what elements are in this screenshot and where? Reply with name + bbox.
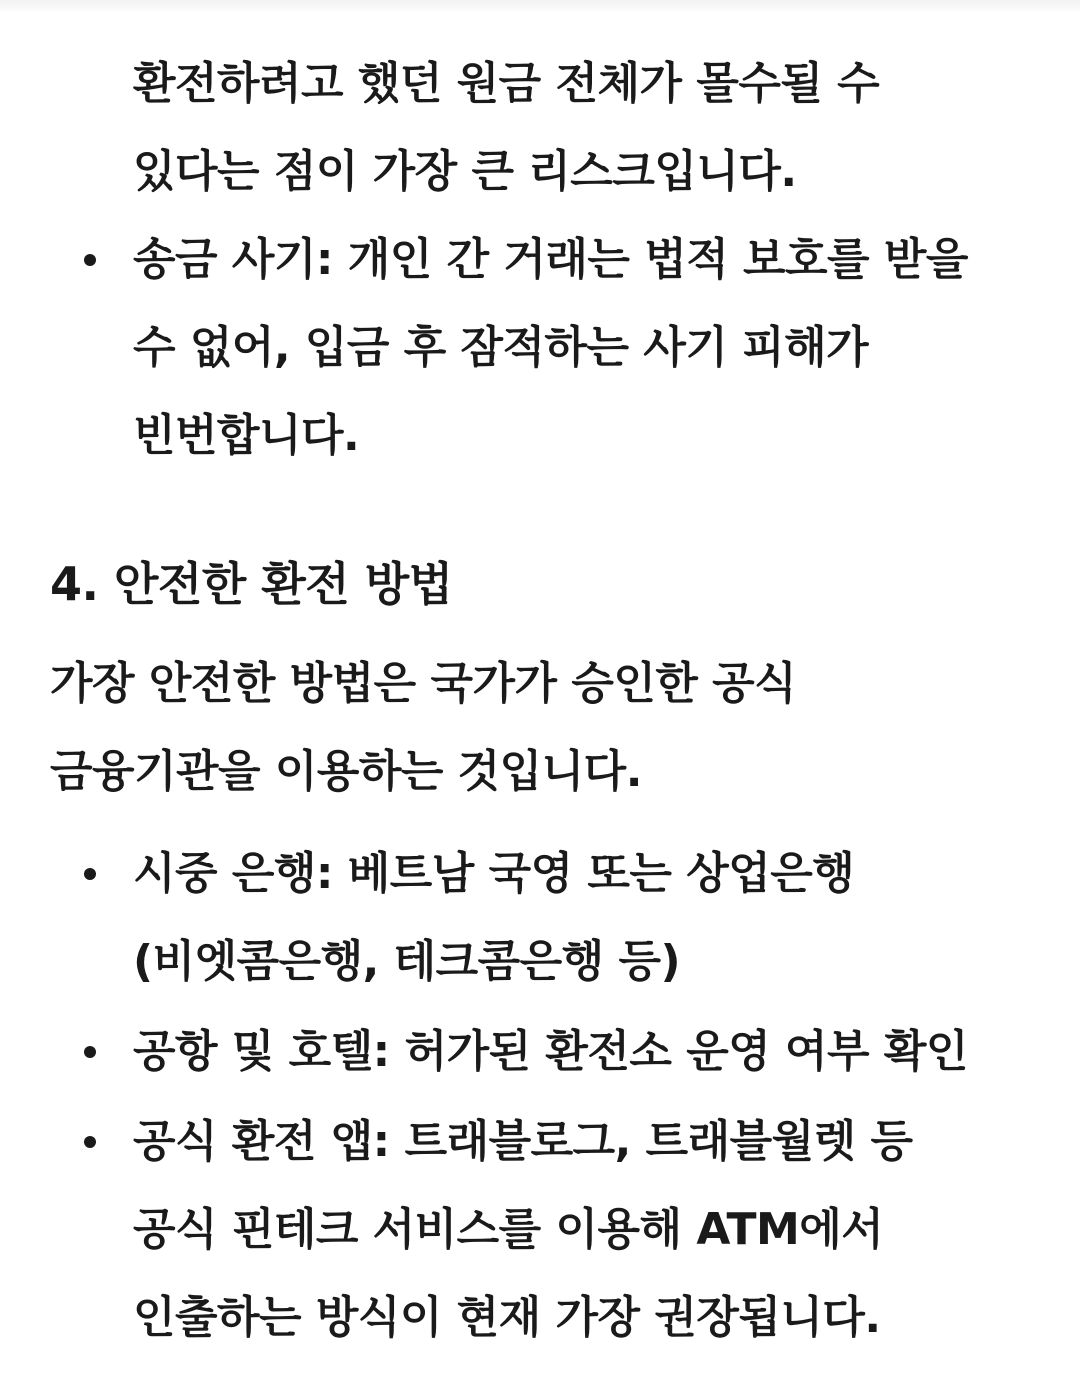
section-intro-paragraph [50,640,1050,816]
method-bullet-list [0,830,1080,1362]
text-line: 환전하려고 했던 원금 전체가 몰수될 수 [133,58,880,109]
list-item [0,1098,1080,1362]
bullet-dot-icon [84,868,96,880]
bullet-dot-icon [84,254,96,266]
list-item [0,216,1080,480]
bullet-dot-icon [84,1046,96,1058]
text-line: 시중 은행: 베트남 국영 또는 상업은행 [133,848,855,899]
text-line: 인출하는 방식이 현재 가장 권장됩니다. [133,1292,881,1343]
list-item [0,830,1080,1006]
text-line: 금융기관을 이용하는 것입니다. [50,746,642,797]
text-line: 공식 핀테크 서비스를 이용해 ATM에서 [133,1204,884,1255]
previous-bullet-continuation [133,40,1033,216]
text-line: 빈번합니다. [133,410,360,461]
text-line: (비엣콤은행, 테크콤은행 등) [133,936,681,987]
cut-off-previous-line [0,0,1080,14]
section-heading: 4. 안전한 환전 방법 [50,557,453,611]
risk-bullet-list [0,216,1080,480]
text-line: 가장 안전한 방법은 국가가 승인한 공식 [50,658,797,709]
text-line: 공식 환전 앱: 트래블로그, 트래블월렛 등 [133,1116,913,1167]
bullet-dot-icon [84,1136,96,1148]
text-line: 송금 사기: 개인 간 거래는 법적 보호를 받을 [133,234,968,285]
text-line: 있다는 점이 가장 큰 리스크입니다. [133,146,797,197]
text-line: 공항 및 호텔: 허가된 환전소 운영 여부 확인 [133,1026,968,1077]
text-line: 수 없어, 입금 후 잠적하는 사기 피해가 [133,322,869,373]
list-item [0,1008,1080,1096]
